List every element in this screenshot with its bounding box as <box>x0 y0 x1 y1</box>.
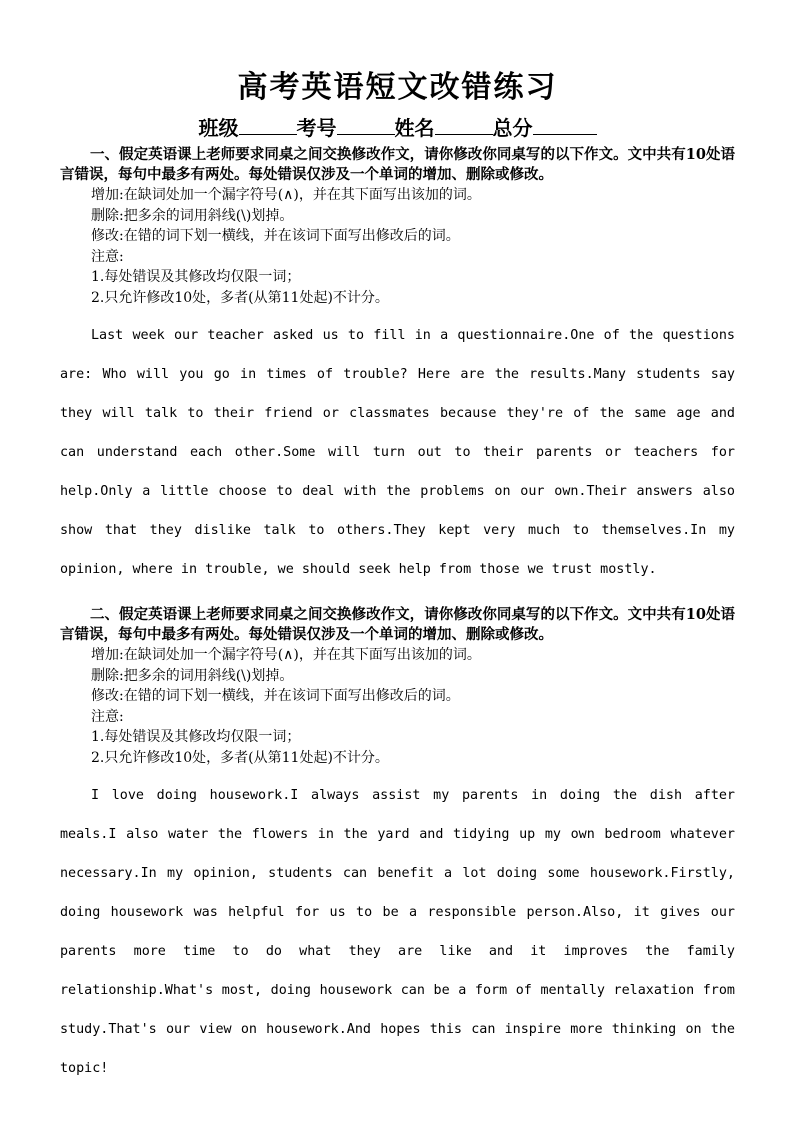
number-blank <box>337 116 395 135</box>
rule-note-2: 2.只允许修改10处，多者(从第11处起)不计分。 <box>91 749 389 766</box>
rule-add: 增加:在缺词处加一个漏字符号(∧)，并在其下面写出该加的词。 <box>91 647 481 663</box>
rule-add: 增加:在缺词处加一个漏字符号(∧)，并在其下面写出该加的词。 <box>91 187 481 203</box>
score-blank <box>533 116 597 135</box>
exercise-instructions: 一、假定英语课上老师要求同桌之间交换修改作文，请你修改你同桌写的以下作文。文中共有10处语言错误，每句中最多有两处。每处错误仅涉及一个单词的增加、删除或修改。 <box>60 146 735 183</box>
rule-delete: 删除:把多余的词用斜线(\)划掉。 <box>91 667 294 684</box>
exercise-section-2 <box>60 605 735 1088</box>
class-label: 班级 <box>198 116 239 140</box>
rule-note-2: 2.只允许修改10处，多者(从第11处起)不计分。 <box>91 289 389 306</box>
page-title: 高考英语短文改错练习 <box>237 70 558 105</box>
rule-note-1: 1.每处错误及其修改均仅限一词； <box>91 729 301 745</box>
name-label: 姓名 <box>394 116 435 140</box>
exercise-section-1 <box>60 145 735 589</box>
number-label: 考号 <box>296 116 337 140</box>
rule-delete: 删除:把多余的词用斜线(\)划掉。 <box>91 207 294 224</box>
rule-note-label: 注意: <box>91 248 124 265</box>
class-blank <box>239 116 297 135</box>
essay-passage: I love doing housework.I always assist my parents in doing the dish after meals.I also water the flowers in the yard and tidying up my own bedroom whatever necessary.In my opinion, students can benefit a lot doing some housework.Firstly, doing housework was helpful for us to be a responsible person.Also, it gives our parents more time to do what they are like and it improves the family relationship.What's most, doing housework can be a form of mentally relaxation from study.That's our view on housework.And hopes this can inspire more thinking on the topic! <box>60 788 735 1076</box>
name-blank <box>435 116 493 135</box>
rule-modify: 修改:在错的词下划一横线，并在该词下面写出修改后的词。 <box>91 228 460 244</box>
essay-passage: Last week our teacher asked us to fill in a questionnaire.One of the questions are: Who will you go in times of trouble? Here are the results.Many students say they will talk to their friend or classmates because they're of the same age and can understand each other.Some will turn out to their parents or teachers for help.Only a little choose to deal with the problems on our own.Their answers also show that they dislike talk to others.They kept very much to themselves.In my opinion, where in trouble, we should seek help from those we trust mostly. <box>60 328 735 577</box>
exercise-instructions: 二、假定英语课上老师要求同桌之间交换修改作文，请你修改你同桌写的以下作文。文中共有10处语言错误，每句中最多有两处。每处错误仅涉及一个单词的增加、删除或修改。 <box>60 606 735 643</box>
student-info-line <box>60 112 735 141</box>
score-label: 总分 <box>492 116 533 140</box>
rule-modify: 修改:在错的词下划一横线，并在该词下面写出修改后的词。 <box>91 688 460 704</box>
rule-note-1: 1.每处错误及其修改均仅限一词； <box>91 269 301 285</box>
rule-note-label: 注意: <box>91 708 124 725</box>
